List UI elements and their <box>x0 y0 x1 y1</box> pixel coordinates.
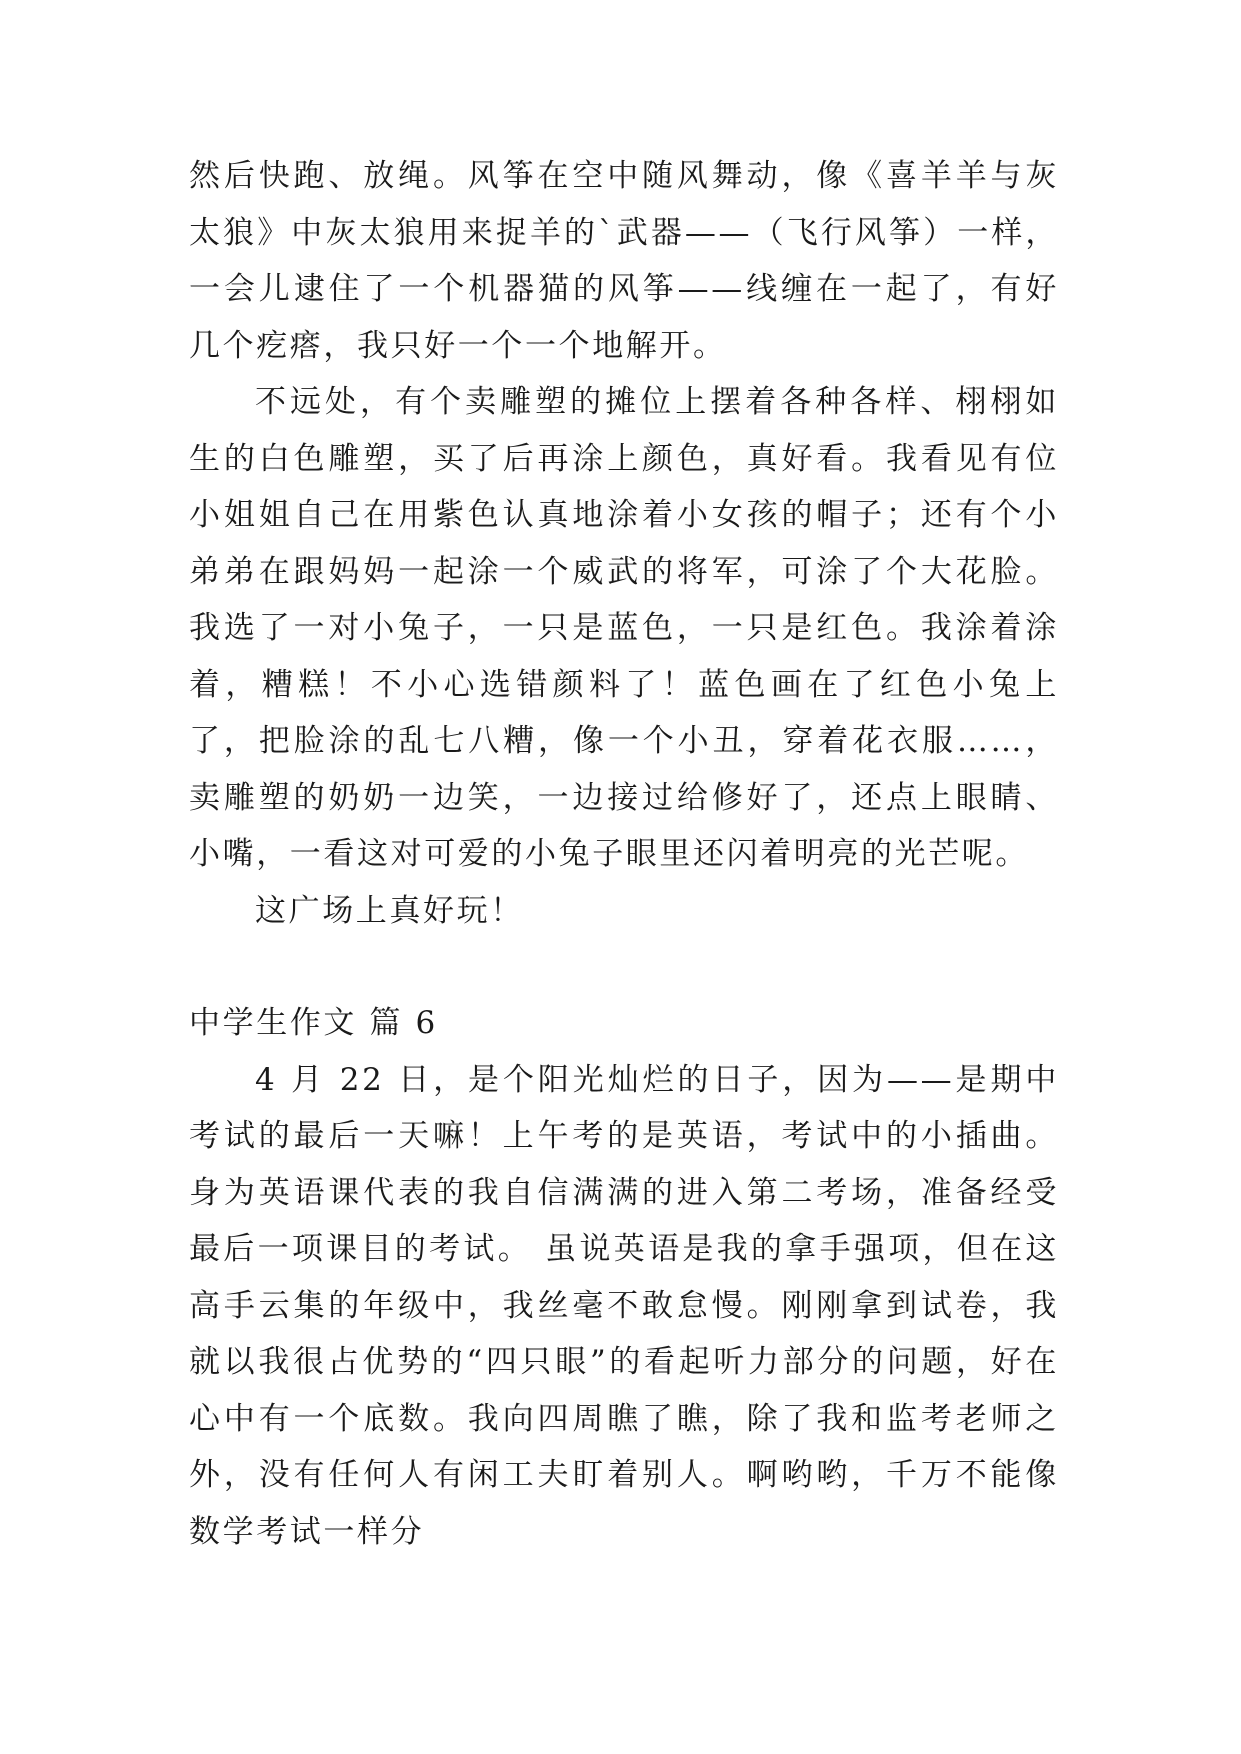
section-title: 中学生作文 篇 6 <box>189 1005 438 1041</box>
paragraph-kite: 然后快跑、放绳。风筝在空中随风舞动，像《喜羊羊与灰太狼》中灰太狼用来捉羊的`武器——（飞行风筝）一样，一会儿逮住了一个机器猫的风筝——线缠在一起了，有好几个疙瘩，我只好一个一个地解开。 <box>189 158 1059 364</box>
paragraph-exam: 4 月 22 日，是个阳光灿烂的日子，因为——是期中考试的最后一天嘛！上午考的是英语，考试中的小插曲。身为英语课代表的我自信满满的进入第二考场，准备经受最后一项课目的考试。 虽说英语是我的拿手强项，但在这高手云集的年级中，我丝毫不敢怠慢。刚刚拿到试卷，我就以我很占优势的“四只眼”的看起听力部分的问题，好在心中有一个底数。我向四周瞧了瞧，除了我和监考老师之外，没有任何人有闲工夫盯着别人。啊哟哟，千万不能像数学考试一样分 <box>189 1061 1059 1550</box>
paragraph-conclusion: 这广场上真好玩！ <box>255 892 524 929</box>
paragraph-sculpture: 不远处，有个卖雕塑的摊位上摆着各种各样、栩栩如生的白色雕塑，买了后再涂上颜色，真好看。我看见有位小姐姐自己在用紫色认真地涂着小女孩的帽子；还有个小弟弟在跟妈妈一起涂一个威武的将军，可涂了个大花脸。我选了一对小兔子，一只是蓝色，一只是红色。我涂着涂着，糟糕！不小心选错颜料了！蓝色画在了红色小兔上了，把脸涂的乱七八糟，像一个小丑，穿着花衣服……，卖雕塑的奶奶一边笑，一边接过给修好了，还点上眼睛、小嘴，一看这对可爱的小兔子眼里还闪着明亮的光芒呢。 <box>189 384 1059 872</box>
text-body <box>189 148 1059 1560</box>
